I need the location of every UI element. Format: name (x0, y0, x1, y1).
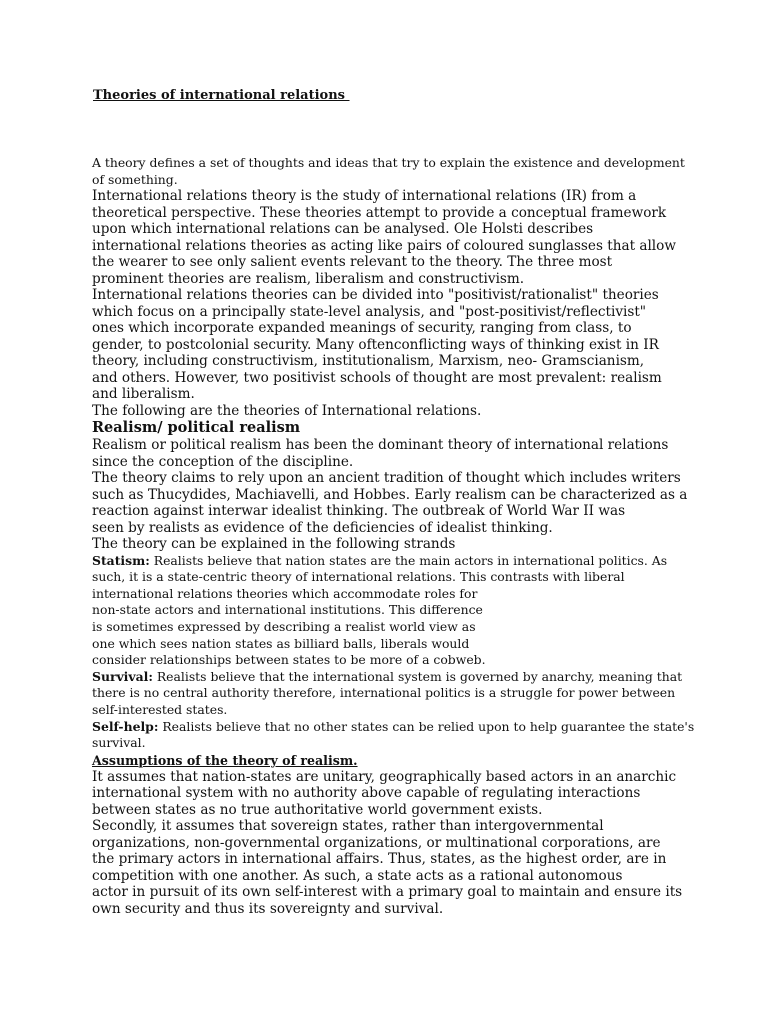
strands-paragraph: The theory can be explained in the following strands (92, 536, 456, 553)
term-text: Realists believe that no other states can be relied upon to help guarantee the state's (158, 718, 695, 734)
text-line: international system with no authority above capable of regulating interactions (92, 785, 641, 802)
term-label: Statism: (92, 552, 150, 568)
text-line: reaction against interwar idealist thinking. The outbreak of World War II was (92, 503, 626, 520)
text-line: between states as no true authoritative world government exists. (92, 801, 543, 818)
text-line: and liberalism. (92, 386, 195, 403)
text-line: which focus on a principally state-level analysis, and "post-positivist/reflectivist" (92, 303, 647, 320)
text-line (92, 718, 695, 736)
statism-paragraph (92, 553, 692, 669)
text-line: there is no central authority therefore, international politics is a struggle for power between (92, 685, 676, 701)
text-line: A theory defines a set of thoughts and ideas that try to explain the existence and development (92, 155, 685, 170)
text-line: organizations, non-governmental organizations, or multinational corporations, are (92, 834, 661, 851)
selfhelp-paragraph (92, 718, 695, 752)
text-line: theoretical perspective. These theories attempt to provide a conceptual framework (92, 204, 667, 221)
text-line: theory, including constructivism, institutionalism, Marxism, neo- Gramscianism, (92, 353, 645, 370)
following-paragraph: The following are the theories of International relations. (92, 402, 482, 419)
term-text: Realists believe that nation states are the main actors in international politics. As (149, 552, 668, 568)
text-line: prominent theories are realism, liberalism and constructivism. (92, 270, 525, 287)
assumptions-heading: Assumptions of the theory of realism. (92, 752, 358, 768)
document-body (92, 155, 695, 917)
text-line (92, 669, 692, 686)
text-line: such as Thucydides, Machiavelli, and Hobbes. Early realism can be characterized as a (92, 486, 688, 503)
text-line: competition with one another. As such, a state acts as a rational autonomous (92, 867, 623, 884)
text-line: gender, to postcolonial security. Many oftenconflicting ways of thinking exist in IR (92, 336, 659, 353)
term-text: Realists believe that the international system is governed by anarchy, meaning that (152, 668, 683, 684)
text-line: the primary actors in international affairs. Thus, states, as the highest order, are in (92, 851, 667, 868)
text-line: It assumes that nation-states are unitary, geographically based actors in an anarchic (92, 768, 677, 785)
text-line: international relations theories as acting like pairs of coloured sunglasses that allow (92, 237, 676, 254)
text-line: of something. (92, 171, 178, 187)
text-line: International relations theory is the study of international relations (IR) from a (92, 188, 637, 205)
realism-paragraph (92, 437, 692, 470)
text-line: the wearer to see only salient events relevant to the theory. The three most (92, 254, 613, 271)
assumption-one-paragraph (92, 769, 692, 819)
text-line: survival. (92, 735, 146, 751)
text-line: and others. However, two positivist schools of thought are most prevalent: realism (92, 369, 662, 386)
intro-paragraph (92, 155, 692, 188)
text-line: consider relationships between states to be more of a cobweb. (92, 652, 486, 668)
realism-heading: Realism/ political realism (92, 419, 301, 437)
text-line: is sometimes expressed by describing a realist world view as (92, 619, 476, 635)
text-line: International relations theories can be divided into "positivist/rationalist" theories (92, 287, 659, 304)
tradition-paragraph (92, 470, 692, 536)
text-line: Realism or political realism has been the dominant theory of international relations (92, 437, 669, 454)
text-line: upon which international relations can be analysed. Ole Holsti describes (92, 221, 594, 238)
assumption-two-paragraph (92, 818, 692, 917)
survival-paragraph (92, 669, 692, 719)
text-line: actor in pursuit of its own self-interest with a primary goal to maintain and ensure its (92, 884, 683, 901)
text-line: The theory claims to rely upon an ancient tradition of thought which includes writers (92, 470, 681, 487)
text-line: seen by realists as evidence of the deficiencies of idealist thinking. (92, 519, 553, 536)
text-line: own security and thus its sovereignty and survival. (92, 900, 444, 917)
text-line: self-interested states. (92, 702, 228, 718)
text-line: since the conception of the discipline. (92, 453, 354, 470)
text-line: one which sees nation states as billiard balls, liberals would (92, 635, 470, 651)
text-line: such, it is a state-centric theory of international relations. This contrasts with liberal (92, 569, 625, 585)
ir-theory-paragraph (92, 188, 692, 287)
text-line (92, 553, 692, 570)
text-line: Secondly, it assumes that sovereign states, rather than intergovernmental (92, 818, 604, 835)
text-line: non-state actors and international institutions. This difference (92, 602, 483, 618)
text-line: ones which incorporate expanded meanings of security, ranging from class, to (92, 320, 632, 337)
text-line: international relations theories which accommodate roles for (92, 585, 478, 601)
term-label: Survival: (92, 668, 153, 684)
positivist-paragraph (92, 287, 692, 403)
term-label: Self-help: (92, 718, 159, 734)
document-title: Theories of international relations (93, 88, 350, 103)
